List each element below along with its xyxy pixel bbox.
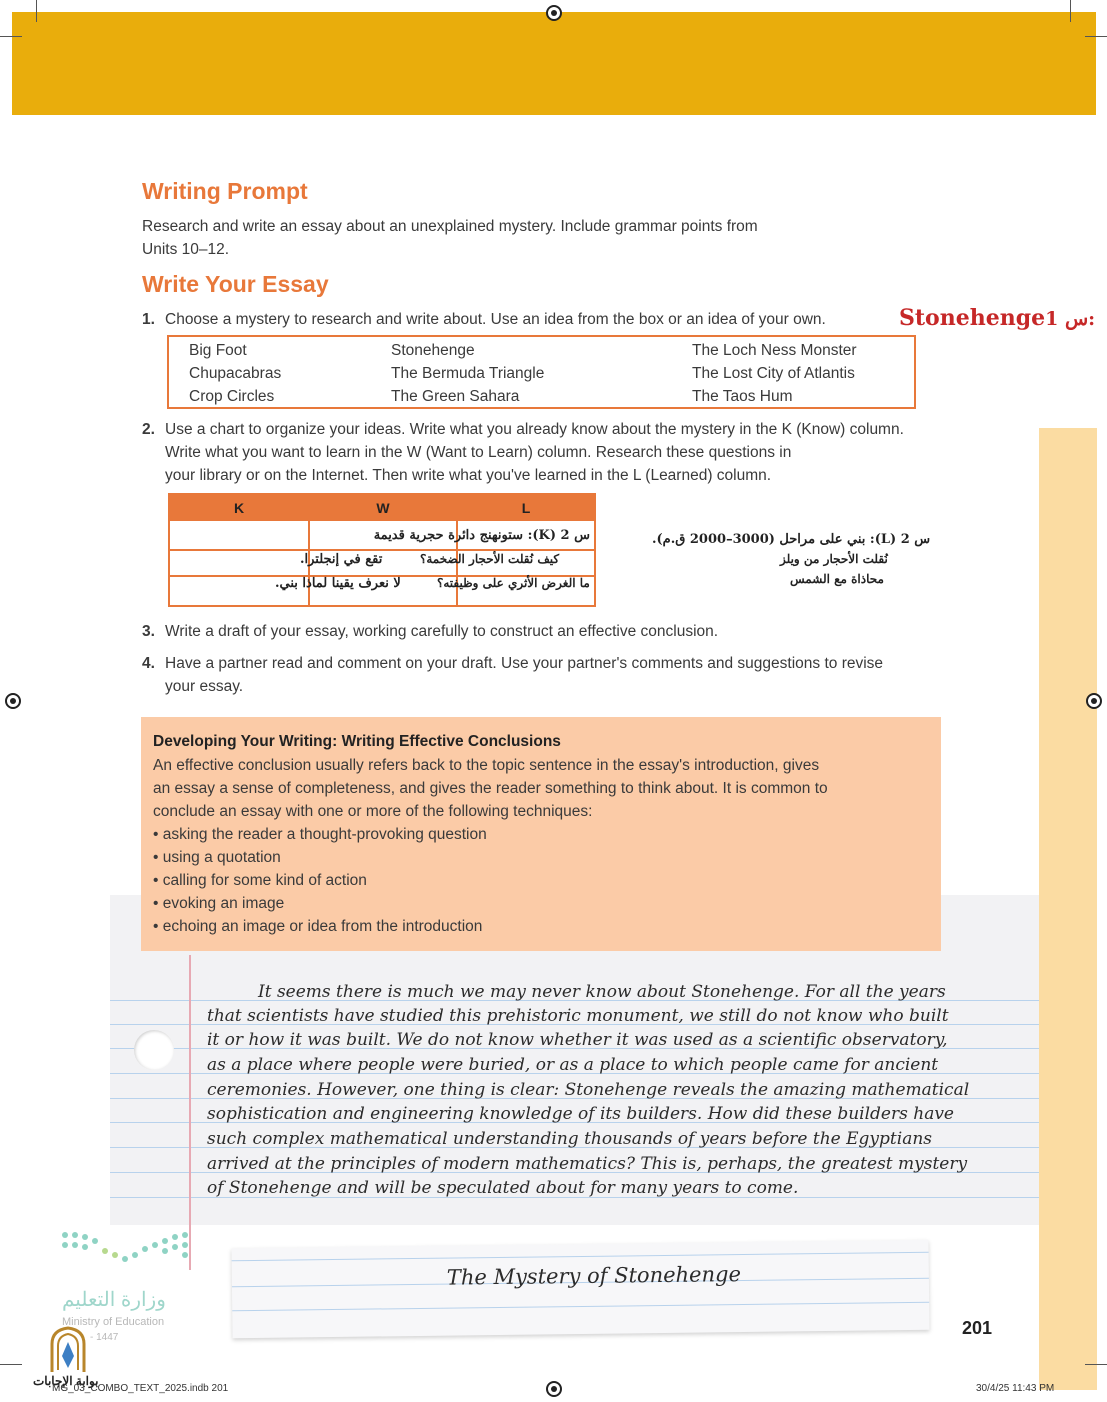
essay-line: as a place where people were buried, or as a place to which people came for ancient — [207, 1055, 939, 1075]
kwl-header-k: K — [170, 495, 308, 521]
footer-date: 30/4/25 11:43 PM — [976, 1383, 1055, 1394]
registration-mark-icon — [1086, 693, 1102, 709]
kwl-l-answer-3: محاذاة مع الشمس — [790, 572, 884, 586]
crop-mark — [36, 0, 37, 22]
technique-text: evoking an image — [162, 895, 285, 912]
developing-title: Developing Your Writing: Writing Effective Conclusions — [153, 733, 561, 750]
crop-mark — [1070, 0, 1071, 22]
idea-item: The Lost City of Atlantis — [692, 365, 855, 382]
side-color-strip — [1039, 428, 1097, 1390]
technique-text: asking the reader a thought-provoking question — [162, 826, 487, 843]
developing-line: An effective conclusion usually refers back to the topic sentence in the essay's introduction, gives — [153, 757, 820, 774]
rule-line — [232, 1252, 929, 1262]
answer1 — [899, 305, 1102, 331]
essay-line: arrived at the principles of modern mathematics? This is, perhaps, the greatest mystery — [207, 1154, 968, 1174]
technique-bullet: • asking the reader a thought-provoking question — [153, 826, 487, 843]
ministry-year: - 1447 — [90, 1332, 119, 1343]
kwl-k-answer-1: س 2 (K): ستونهنج دائرة حجرية قديمة — [373, 528, 590, 543]
developing-writing-box — [141, 717, 941, 951]
step2-line3: your library or on the Internet. Then write what you've learned in the L (Learned) column. — [165, 467, 772, 484]
kwl-divider — [170, 549, 594, 551]
kwl-l-answer-2: نُقلت الأحجار من ويلز — [780, 552, 888, 566]
essay-line: sophistication and engineering knowledge of its builders. How did these builders have — [207, 1104, 954, 1124]
idea-item: The Green Sahara — [391, 388, 520, 405]
developing-line: conclude an essay with one or more of the following techniques: — [153, 803, 593, 820]
writing-prompt-line1: Research and write an essay about an unexplained mystery. Include grammar points from — [142, 218, 758, 235]
crop-mark — [1085, 1364, 1107, 1365]
portal-name: بوابة الإجابات — [33, 1374, 99, 1388]
kwl-w-answer-3: ما الغرض الأثري على وظيفته؟ — [437, 576, 590, 590]
step2-line2: Write what you want to learn in the W (Want to Learn) column. Research these questions in — [165, 444, 792, 461]
step4-number: 4. — [142, 655, 155, 672]
step4-line1: Have a partner read and comment on your draft. Use your partner's comments and suggestions to revise — [165, 655, 884, 672]
registration-mark-icon — [5, 693, 21, 709]
write-essay-heading: Write Your Essay — [142, 271, 329, 297]
kwl-header-l: L — [458, 495, 594, 521]
mystery-ideas-box — [167, 335, 916, 409]
technique-text: echoing an image or idea from the introduction — [162, 918, 483, 935]
step2-number: 2. — [142, 421, 155, 438]
writing-prompt-heading: Writing Prompt — [142, 178, 308, 204]
writing-prompt-line2: Units 10–12. — [142, 241, 230, 258]
registration-mark-icon — [546, 5, 562, 21]
step3-text: Write a draft of your essay, working carefully to construct an effective conclusion. — [165, 623, 719, 640]
answer1-arabic: س 1: — [1045, 308, 1102, 330]
essay-line: It seems there is much we may never know about Stonehenge. For all the years — [258, 982, 946, 1002]
technique-text: calling for some kind of action — [162, 872, 367, 889]
step4-line2: your essay. — [165, 678, 244, 695]
crop-mark — [0, 1364, 22, 1365]
ministry-arabic: وزارة التعليم — [62, 1289, 166, 1311]
idea-item: Chupacabras — [189, 365, 282, 382]
margin-line — [189, 955, 191, 1270]
essay-title-card — [231, 1240, 929, 1339]
step2-line1: Use a chart to organize your ideas. Write what you already know about the mystery in the K (Know) column. — [165, 421, 904, 438]
ministry-english: Ministry of Education — [62, 1316, 165, 1328]
portal-logo-icon — [48, 1326, 88, 1374]
technique-bullet: • echoing an image or idea from the introduction — [153, 918, 483, 935]
top-banner — [12, 12, 1096, 115]
kwl-w-answer-2: كيف نُقلت الأحجار الضخمة؟ — [420, 552, 560, 566]
idea-item: Crop Circles — [189, 388, 275, 405]
crop-mark — [1085, 36, 1107, 37]
step1-number: 1. — [142, 311, 155, 328]
answer1-english: Stonehenge — [899, 305, 1046, 331]
page-number: 201 — [962, 1318, 993, 1338]
step3-number: 3. — [142, 623, 155, 640]
registration-mark-icon — [546, 1381, 562, 1397]
kwl-header-w: W — [310, 495, 456, 521]
essay-line: it or how it was built. We do not know whether it was used as a scientific observatory, — [207, 1030, 948, 1050]
idea-item: Big Foot — [189, 342, 247, 359]
idea-item: The Loch Ness Monster — [692, 342, 857, 359]
essay-line: such complex mathematical understanding thousands of years before the Egyptians — [207, 1129, 932, 1149]
essay-line: of Stonehenge and will be speculated about for many years to come. — [207, 1178, 799, 1198]
essay-line: ceremonies. However, one thing is clear: Stonehenge reveals the amazing mathematical — [207, 1080, 970, 1100]
idea-item: Stonehenge — [391, 342, 475, 359]
essay-title: The Mystery of Stonehenge — [446, 1262, 742, 1290]
footer-file: MG_03_COMBO_TEXT_2025.indb 201 — [52, 1383, 229, 1394]
rule-line — [232, 1302, 929, 1312]
technique-bullet: • evoking an image — [153, 895, 285, 912]
idea-item: The Bermuda Triangle — [391, 365, 545, 382]
idea-item: The Taos Hum — [692, 388, 793, 405]
step1-text: Choose a mystery to research and write about. Use an idea from the box or an idea of your own. — [165, 311, 826, 328]
kwl-k-answer-3: لا نعرف يقينا لماذا بني. — [275, 576, 401, 591]
punch-hole — [134, 1030, 174, 1070]
technique-bullet: • using a quotation — [153, 849, 281, 866]
essay-line: that scientists have studied this prehistoric monument, we still do not know who built — [207, 1006, 949, 1026]
technique-bullet: • calling for some kind of action — [153, 872, 367, 889]
crop-mark — [0, 36, 22, 37]
technique-text: using a quotation — [162, 849, 281, 866]
ministry-logo-dots — [62, 1228, 197, 1273]
developing-line: an essay a sense of completeness, and gives the reader something to think about. It is common to — [153, 780, 828, 797]
kwl-l-answer-1: س 2 (L): بني على مراحل (3000–2000 ق.م). — [652, 532, 931, 547]
kwl-k-answer-2: تقع في إنجلترا. — [300, 552, 383, 567]
